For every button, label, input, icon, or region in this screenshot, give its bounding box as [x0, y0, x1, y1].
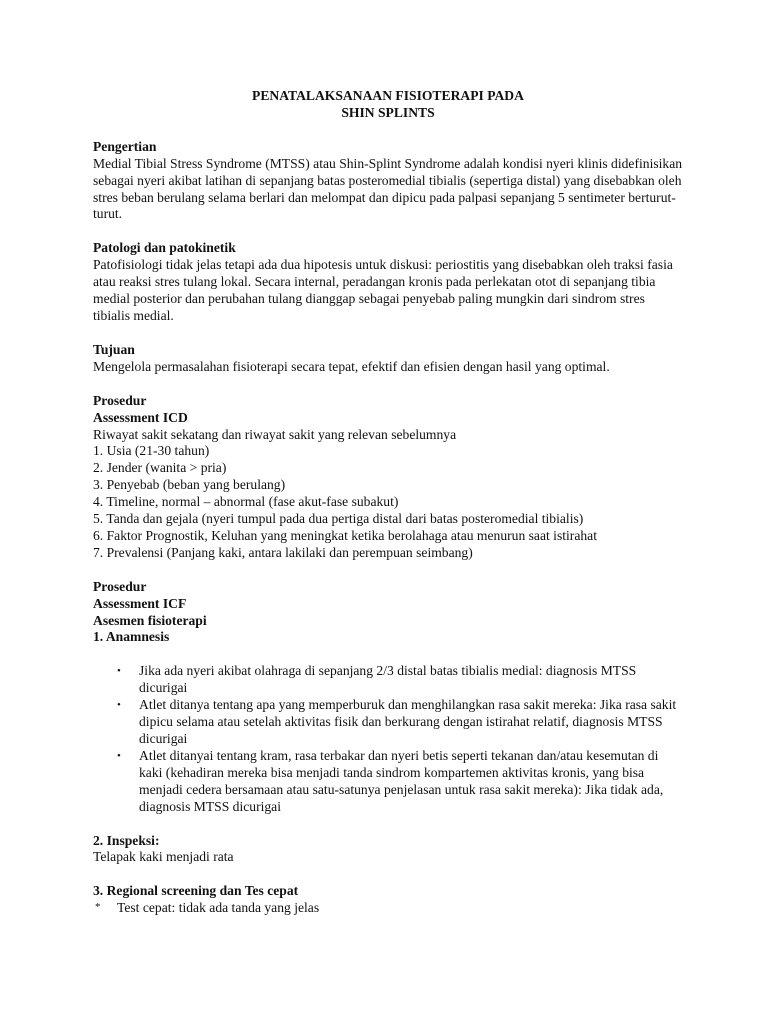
- list-item: [93, 900, 683, 917]
- anamnesis-bullets: [93, 663, 683, 815]
- document-page: [93, 88, 683, 917]
- heading-regional: 3. Regional screening dan Tes cepat: [93, 883, 299, 899]
- document-title: [93, 88, 683, 122]
- section-pengertian: [93, 139, 683, 224]
- regional-item-text: Test cepat: tidak ada tanda yang jelas: [117, 900, 320, 916]
- section-prosedur-icf: [93, 579, 683, 816]
- list-item: [93, 697, 683, 748]
- list-item: 1. Usia (21-30 tahun): [93, 443, 210, 459]
- bullet-icon: •: [117, 749, 121, 762]
- section-tujuan: [93, 342, 683, 376]
- text-pengertian: Medial Tibial Stress Syndrome (MTSS) atau Shin-Splint Syndrome adalah kondisi nyeri klinis didefinisikan sebagai nyeri akibat latihan di sepanjang batas posteromedial tibialis (sepertiga distal) yang disebabkan oleh stres beban berulang selama berlari dan melompat dan dipicu pada palpasi sepanjang 5 sentimeter berturut-turut.: [93, 155, 683, 222]
- list-item: 2. Jender (wanita > pria): [93, 460, 227, 476]
- bullet-text: Atlet ditanyai tentang kram, rasa terbakar dan nyeri betis seperti tekanan dan/atau kesemutan di kaki (kehadiran mereka bisa menjadi tanda sindrom kompartemen aktivitas kronis, yang bisa menjadi cedera bersamaan atau satu-satunya penjelasan untuk rasa sakit mereka): Jika tidak ada, diagnosis MTSS dicurigai: [139, 747, 664, 814]
- subheading-assessment-icf: Assessment ICF: [93, 595, 187, 611]
- list-item: 7. Prevalensi (Panjang kaki, antara lakilaki dan perempuan seimbang): [93, 544, 473, 560]
- section-patologi: [93, 240, 683, 325]
- section-regional: [93, 883, 683, 917]
- heading-anamnesis: 1. Anamnesis: [93, 629, 170, 645]
- title-line-2: SHIN SPLINTS: [341, 104, 435, 120]
- list-item: 4. Timeline, normal – abnormal (fase akut-fase subakut): [93, 494, 399, 510]
- heading-inspeksi: 2. Inspeksi:: [93, 832, 160, 848]
- title-line-1: PENATALAKSANAAN FISIOTERAPI PADA: [252, 88, 524, 103]
- text-inspeksi: Telapak kaki menjadi rata: [93, 849, 234, 865]
- subheading-assessment-icd: Assessment ICD: [93, 409, 188, 425]
- list-item: 5. Tanda dan gejala (nyeri tumpul pada dua pertiga distal dari batas posteromedial tibialis): [93, 511, 584, 527]
- heading-pengertian: Pengertian: [93, 138, 157, 154]
- icd-list: [93, 443, 683, 561]
- section-inspeksi: [93, 833, 683, 867]
- list-item: 3. Penyebab (beban yang berulang): [93, 477, 286, 493]
- subheading-asesmen-fisioterapi: Asesmen fisioterapi: [93, 612, 207, 628]
- list-item: 6. Faktor Prognostik, Keluhan yang meningkat ketika berolahaga atau menurun saat istirahat: [93, 527, 597, 543]
- bullet-text: Jika ada nyeri akibat olahraga di sepanjang 2/3 distal batas tibialis medial: diagnosis MTSS dicurigai: [139, 663, 637, 696]
- text-patologi: Patofisiologi tidak jelas tetapi ada dua hipotesis untuk diskusi: periostitis yang disebabkan oleh traksi fasia atau reaksi stres tulang lokal. Secara internal, peradangan kronis pada perlekatan otot di sepanjang tibia medial posterior dan perubahan tulang dianggap sebagai penyebab paling mungkin dari sindrom stres tibialis medial.: [93, 257, 673, 323]
- heading-tujuan: Tujuan: [93, 341, 135, 357]
- section-prosedur-icd: [93, 393, 683, 562]
- list-item: [93, 748, 683, 816]
- icd-intro: Riwayat sakit sekatang dan riwayat sakit yang relevan sebelumnya: [93, 426, 457, 442]
- heading-patologi: Patologi dan patokinetik: [93, 240, 236, 256]
- heading-prosedur-icf: Prosedur: [93, 578, 147, 594]
- bullet-icon: •: [117, 699, 121, 712]
- bullet-text: Atlet ditanya tentang apa yang memperburuk dan menghilangkan rasa sakit mereka: Jika rasa sakit dipicu selama atau setelah aktivitas fisik dan berkurang dengan istirahat relatif, diagnosis MTSS dicurigai: [139, 697, 677, 746]
- list-item: [93, 663, 683, 697]
- bullet-icon: •: [117, 665, 121, 678]
- heading-prosedur-icd: Prosedur: [93, 392, 147, 408]
- star-bullet-icon: *: [95, 901, 101, 914]
- regional-list: [93, 900, 683, 917]
- text-tujuan: Mengelola permasalahan fisioterapi secara tepat, efektif dan efisien dengan hasil yang optimal.: [93, 358, 610, 374]
